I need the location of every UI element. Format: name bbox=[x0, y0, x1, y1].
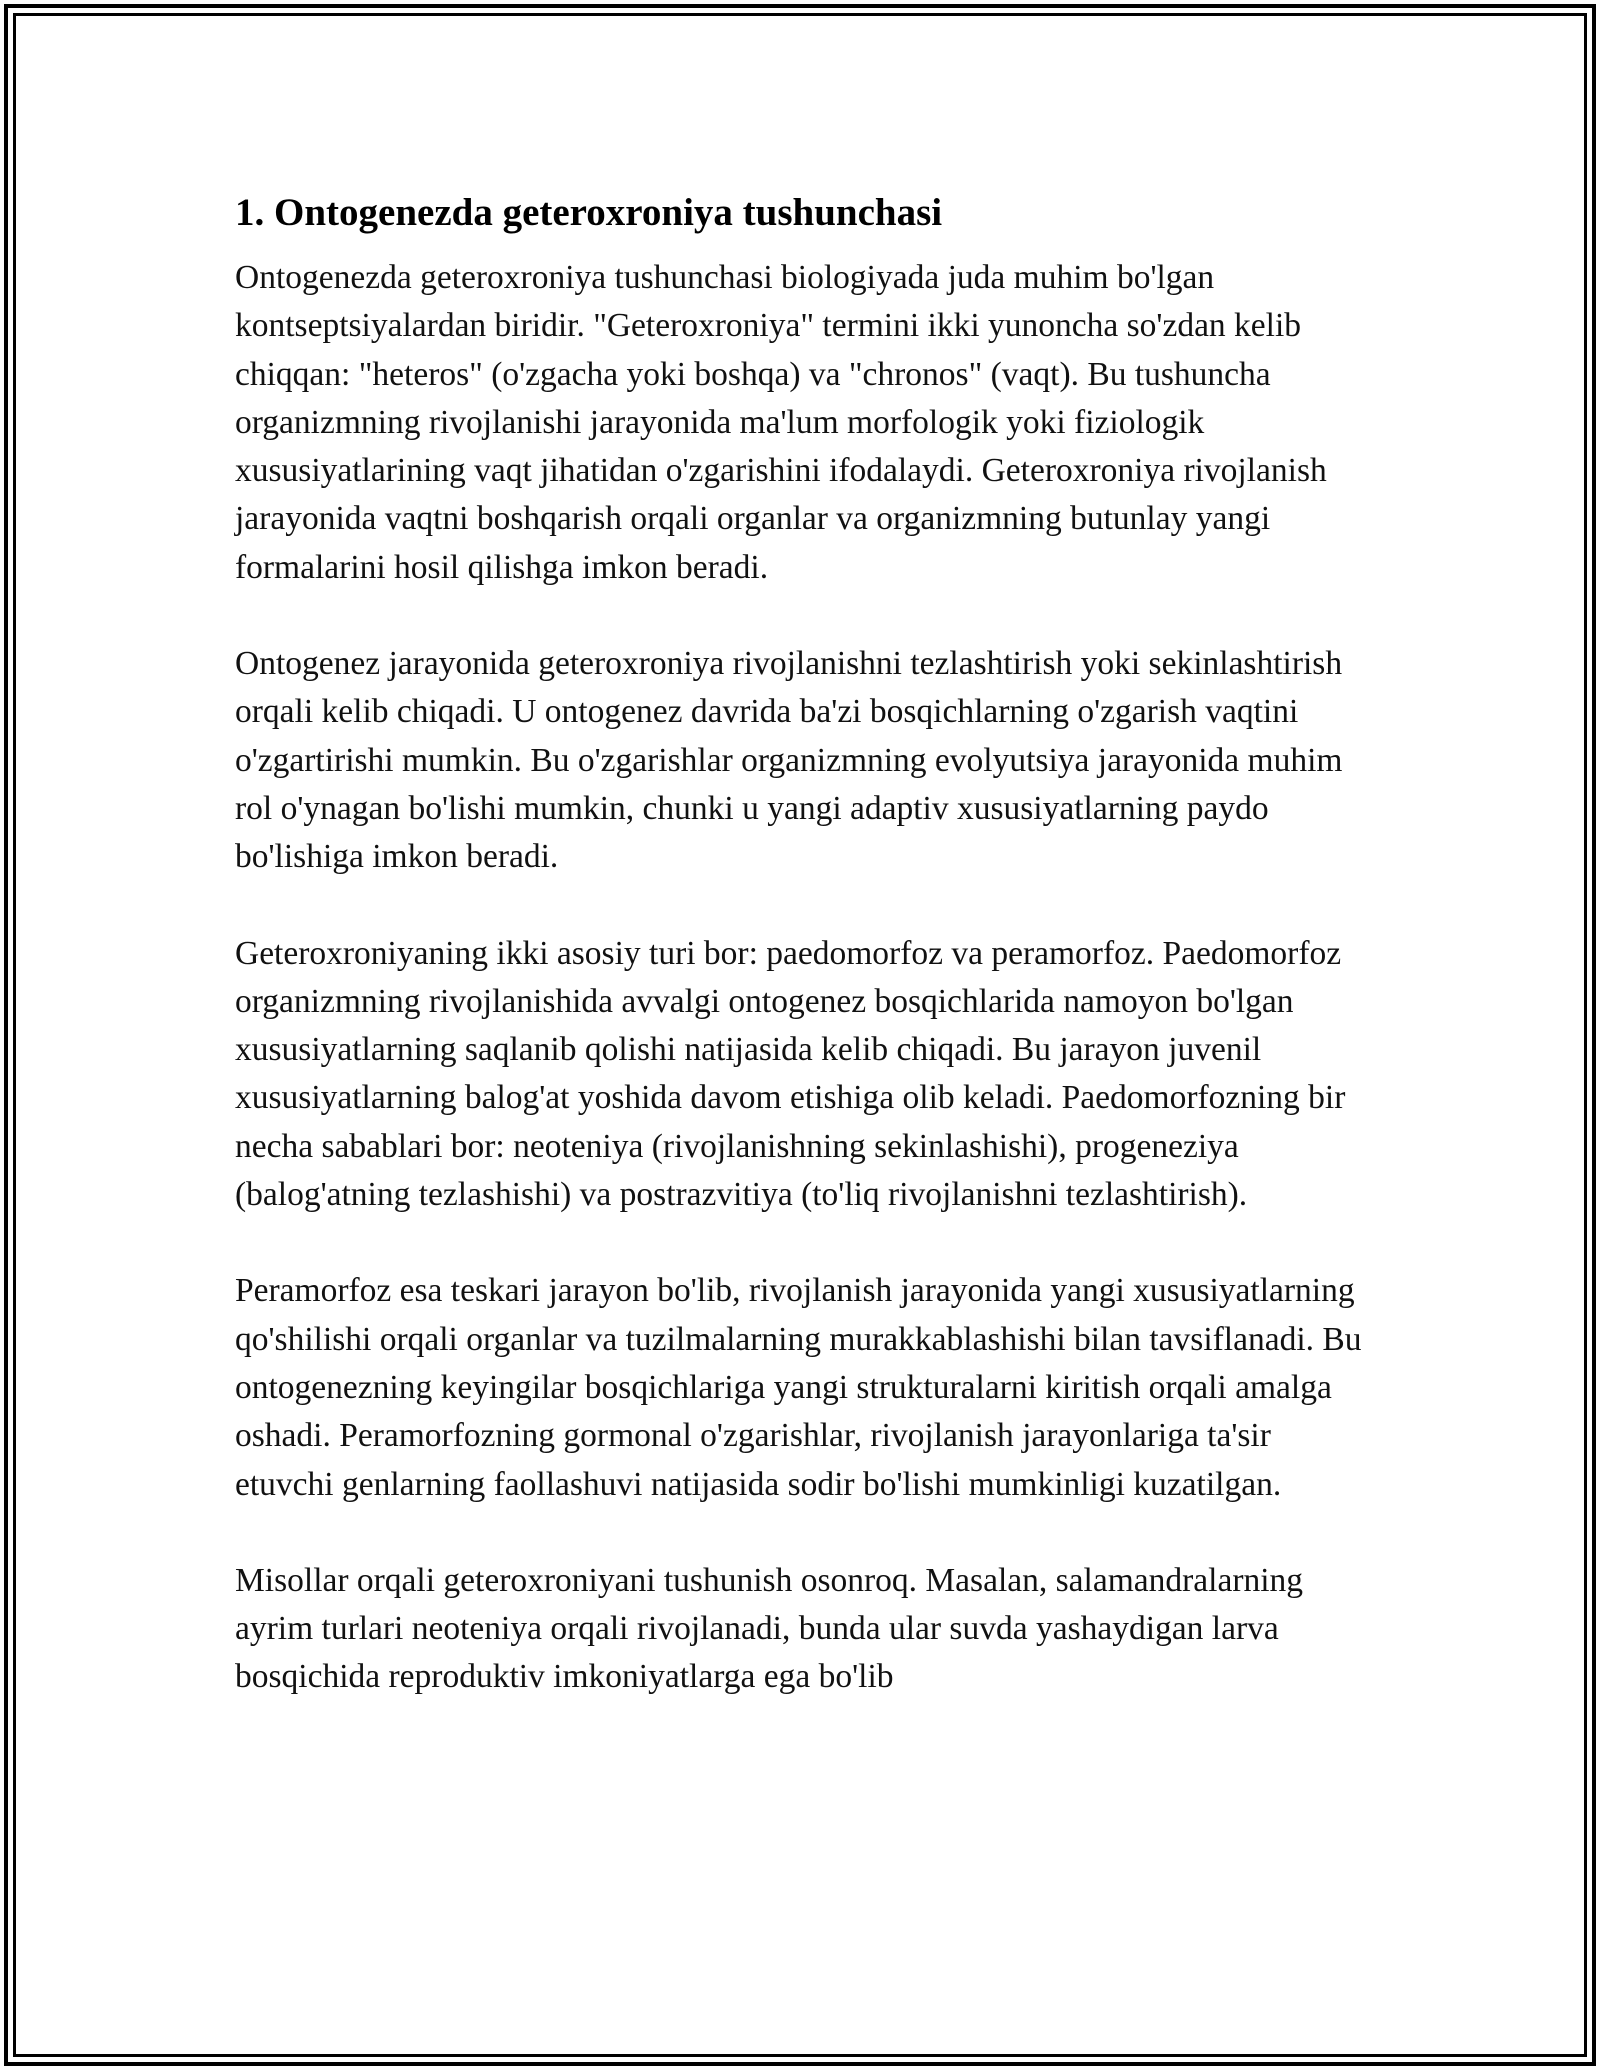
paragraph-5: Misollar orqali geteroxroniyani tushunish osonroq. Masalan, salamandralarning ayrim turlari neoteniya orqali rivojlanadi, bunda ular suvda yashaydigan larva bosqichida reproduktiv imkoniyatlarga ega bo'lib bbox=[235, 1561, 1304, 1696]
paragraph-2: Ontogenez jarayonida geteroxroniya rivojlanishni tezlashtirish yoki sekinlashtirish orqali kelib chiqadi. U ontogenez davrida ba'zi bosqichlarning o'zgarish vaqtini o'zgartirishi mumkin. Bu o'zgarishlar organizmning evolyutsiya jarayonida muhim rol o'ynagan bo'lishi mumkin, chunki u yangi adaptiv xususiyatlarning paydo bo'lishiga imkon beradi. bbox=[235, 645, 1343, 876]
document-body bbox=[235, 185, 1375, 1702]
paragraph-3: Geteroxroniyaning ikki asosiy turi bor: paedomorfoz va peramorfoz. Paedomorfoz organizmning rivojlanishida avvalgi ontogenez bosqichlarida namoyon bo'lgan xususiyatlarning saqlanib qolishi natijasida kelib chiqadi. Bu jarayon juvenil xususiyatlarning balog'at yoshida davom etishiga olib keladi. Paedomorfozning bir necha sabablari bor: neoteniya (rivojlanishning sekinlashishi), progeneziya (balog'atning tezlashishi) va postrazvitiya (to'liq rivojlanishni tezlashtirish). bbox=[235, 934, 1346, 1214]
paragraph-4: Peramorfoz esa teskari jarayon bo'lib, rivojlanish jarayonida yangi xususiyatlarning qo'shilishi orqali organlar va tuzilmalarning murakkablashishi bilan tavsiflanadi. Bu ontogenezning keyingilar bosqichlariga yangi strukturalarni kiritish orqali amalga oshadi. Peramorfozning gormonal o'zgarishlar, rivojlanish jarayonlariga ta'sir etuvchi genlarning faollashuvi natijasida sodir bo'lishi mumkinligi kuzatilgan. bbox=[235, 1272, 1362, 1503]
paragraph-1: Ontogenezda geteroxroniya tushunchasi biologiyada juda muhim bo'lgan kontseptsiyalardan biridir. "Geteroxroniya" termini ikki yunoncha so'zdan kelib chiqqan: "heteros" (o'zgacha yoki boshqa) va "chronos" (vaqt). Bu tushuncha organizmning rivojlanishi jarayonida ma'lum morfologik yoki fiziologik xususiyatlarining vaqt jihatidan o'zgarishini ifodalaydi. Geteroxroniya rivojlanish jarayonida vaqtni boshqarish orqali organlar va organizmning butunlay yangi formalarini hosil qilishga imkon beradi. bbox=[235, 259, 1327, 586]
section-heading: 1. Ontogenezda geteroxroniya tushunchasi bbox=[235, 191, 943, 234]
